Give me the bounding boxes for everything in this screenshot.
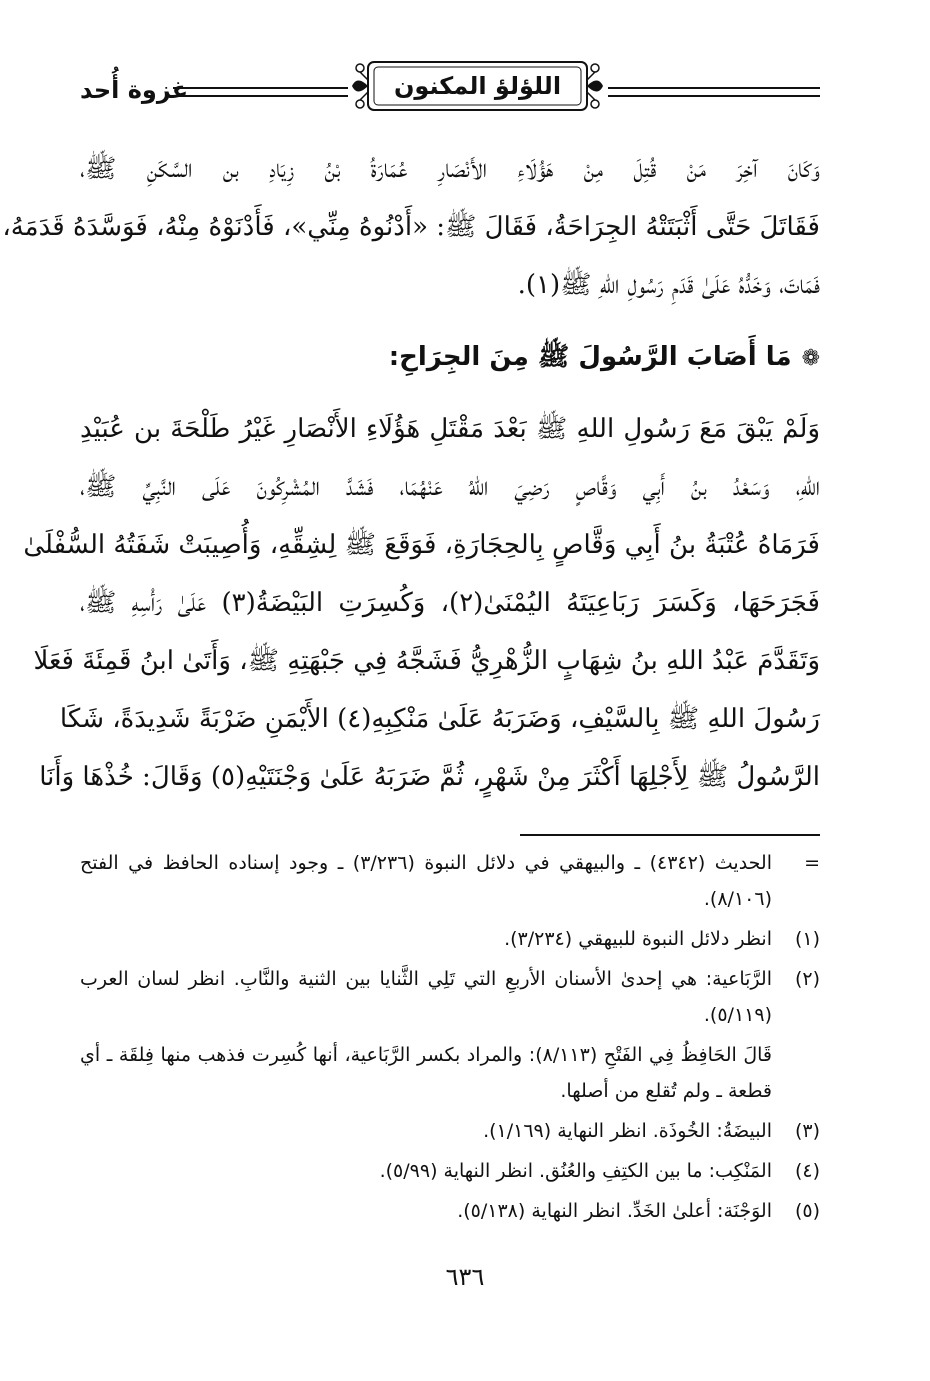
- footnote-5: [80, 1193, 820, 1229]
- footnote-number: (١): [794, 928, 820, 950]
- footnote-continuation: [80, 845, 820, 917]
- page-header: [80, 52, 820, 122]
- footnote-2-extra: قَالَ الحَافِظُ فِي الفَتْحِ (٨/١١٣): والمراد بكسر الرَّبَاعية، أنها كُسِرت فذهب منها فِلقَة ـ أي قطعة ـ ولم تُقلع من أصلها.: [80, 1044, 772, 1102]
- footnote-text: الحديث (٤٣٤٢) ـ والبيهقي في دلائل النبوة (٣/٢٣٦) ـ وجود إسناده الحافظ في الفتح (٨/١٠٦).: [80, 852, 772, 910]
- page-number: ٦٣٦: [445, 1263, 485, 1291]
- book-title: اللؤلؤ المكنون: [393, 72, 562, 100]
- footnote-1: [80, 921, 820, 957]
- footnote-number: (٢): [794, 968, 820, 990]
- footnote-number: (٣): [794, 1120, 820, 1142]
- text-line: وَلَمْ يَبْقَ مَعَ رَسُولِ اللهِ ﷺ بَعْدَ مَقْتَلِ هَؤُلَاءِ الأَنْصَارِ غَيْرُ طَلْحَةَ بن عُبَيْدِ: [80, 414, 820, 444]
- footnote-marker: =: [804, 852, 820, 874]
- text-line: فَمَاتَ، وَخَدُّهُ عَلَىٰ قَدَمِ رَسُولِ اللهِ ﷺ(١).: [517, 270, 820, 300]
- main-text: [2, 140, 820, 806]
- text-line: فَجَرَحَهَا، وَكَسَرَ رَبَاعِيَتَهُ اليُمْنَىٰ(٢)، وَكُسِرَتِ البَيْضَةُ(٣) عَلَىٰ رَأْسِهِ ﷺ،: [80, 588, 820, 618]
- text-line: الرَّسُولُ ﷺ لِأَجْلِهَا أَكْثَرَ مِنْ شَهْرٍ، ثُمَّ ضَرَبَهُ عَلَىٰ وَجْنَتَيْهِ(٥) وَقَالَ: خُذْهَا وَأَنَا: [39, 762, 820, 792]
- chapter-title: غزوة أُحد: [80, 76, 189, 104]
- footnote-text: المَنْكِب: ما بين الكتِفِ والعُنُق. انظر النهاية (٥/٩٩).: [379, 1160, 772, 1182]
- text-line: وَكَانَ آخِرَ مَنْ قُتِلَ مِنْ هَؤُلَاءِ الأَنْصَارِ عُمَارَةُ بْنُ زِيَادِ بن السَّكَنِ ﷺ،: [80, 154, 820, 184]
- footnotes: [80, 845, 820, 1233]
- section-heading-text: مَا أَصَابَ الرَّسُولَ ﷺ مِنَ الجِرَاحِ:: [388, 342, 792, 372]
- text-line: اللهِ، وَسَعْدُ بنُ أَبِي وَقَّاصٍ رَضِيَ اللهُ عَنْهُمَا، فَشَدَّ المُشْرِكُونَ عَلَى النَّبِيِّ ﷺ،: [80, 472, 820, 502]
- footnote-text: الوَجْنَة: أعلىٰ الخَدِّ. انظر النهاية (٥/١٣٨).: [457, 1200, 772, 1222]
- footnote-text: انظر دلائل النبوة للبيهقي (٣/٢٣٤).: [504, 928, 772, 950]
- footnote-3: [80, 1113, 820, 1149]
- footnote-text: الرَّبَاعية: هي إحدىٰ الأسنان الأربعِ التي تَلِي الثَّنايا بين الثنية والنَّابِ. انظر لسان العرب (٥/١١٩).: [80, 968, 772, 1026]
- header-rule-left: [173, 87, 348, 97]
- text-line: فَرَمَاهُ عُتْبَةُ بنُ أَبِي وَقَّاصٍ بِالحِجَارَةِ، فَوَقَعَ ﷺ لِشِقِّهِ، وَأُصِيبَتْ شَفَتُهُ السُّفْلَىٰ: [23, 530, 820, 560]
- footnote-4: [80, 1153, 820, 1189]
- section-heading: [80, 324, 820, 390]
- text-line: رَسُولَ اللهِ ﷺ بِالسَّيْفِ، وَضَرَبَهُ عَلَىٰ مَنْكِبِهِ(٤) الأَيْمَنِ ضَرْبَةً شَدِيدَةً، شَكَا: [59, 704, 820, 734]
- footnote-number: (٥): [794, 1200, 820, 1222]
- header-rule-right: [608, 87, 820, 97]
- footnote-number: (٤): [794, 1160, 820, 1182]
- flower-bullet-icon: ❁: [801, 346, 820, 371]
- footnote-text: البيضَةُ: الخُوذَة. انظر النهاية (١/١٦٩).: [483, 1120, 772, 1142]
- text-line: وَتَقَدَّمَ عَبْدُ اللهِ بنُ شِهَابٍ الزُّهْرِيُّ فَشَجَّهُ فِي جَبْهَتِهِ ﷺ، وَأَتَىٰ ابنُ قَمِئَةَ فَعَلَا: [33, 646, 820, 676]
- text-line: فَقَاتَلَ حَتَّى أَثْبَتَتْهُ الجِرَاحَةُ، فَقَالَ ﷺ: «أَدْنُوهُ مِنِّي»، فَأَدْنَوْهُ مِنْهُ، فَوَسَّدَهُ قَدَمَهُ،: [2, 212, 820, 242]
- footnote-separator: [520, 834, 820, 836]
- footnote-2: [80, 961, 820, 1033]
